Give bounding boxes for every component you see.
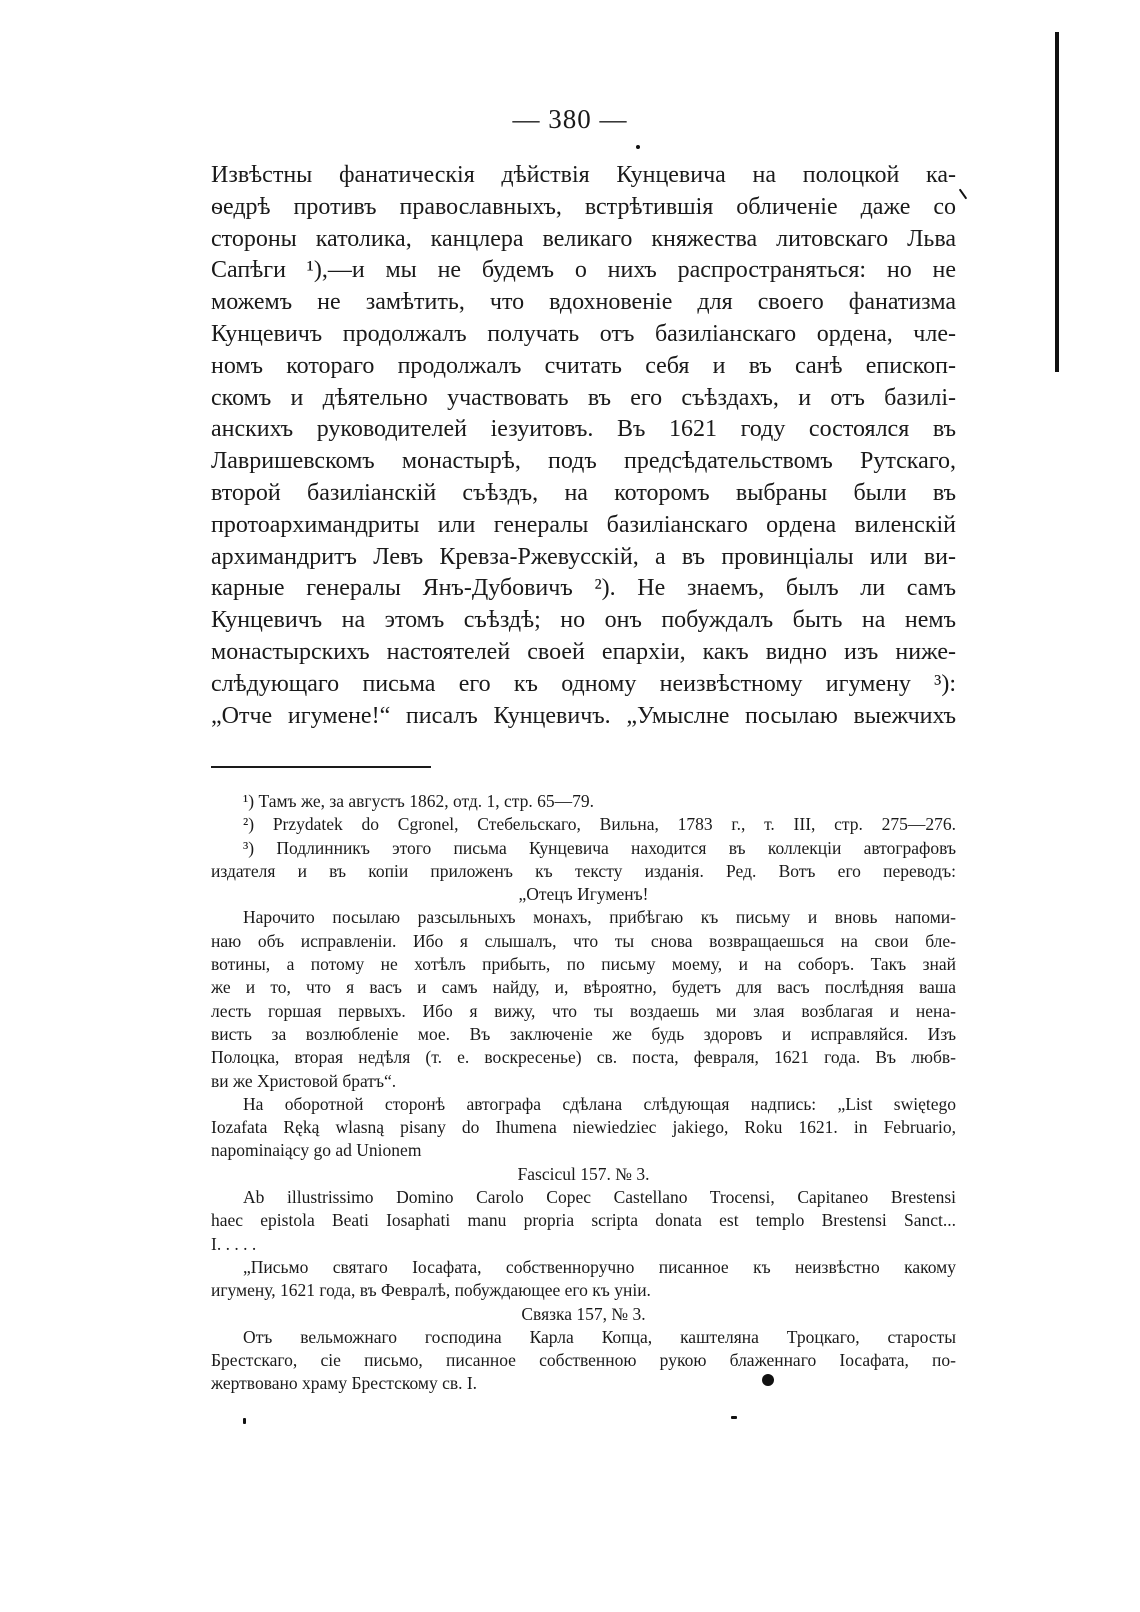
footnote-line: жертвовано храму Брестскому св. I.: [211, 1373, 478, 1394]
footnote-line: „Письмо святаго Іосафата, собственноручно писанное къ неизвѣстно какому: [243, 1256, 956, 1277]
footnote-line: висть за возлюбленіе мое. Въ заключеніе же будь здоровъ и исправляйся. Изъ: [211, 1023, 956, 1044]
footnote-line: Fascicul 157. № 3.: [517, 1163, 650, 1184]
footnote-line: ви же Христовой братъ“.: [211, 1070, 397, 1091]
main-text-line: карные генералы Янъ-Дубовичъ ²). Не знаемъ, былъ ли самъ: [211, 575, 956, 602]
main-text-line: монастырскихъ настоятелей своей епархіи, какъ видно изъ ниже-: [211, 638, 956, 665]
ink-speck: [243, 1418, 246, 1424]
footnotes-block: [211, 790, 956, 1396]
footnote-line: Связка 157, № 3.: [521, 1303, 646, 1324]
main-text-line: Сапѣги ¹),—и мы не будемъ о нихъ распространяться: но не: [211, 257, 956, 284]
main-text-line: скомъ и дѣятельно участвовать въ его съѣздахъ, и отъ базилі-: [211, 384, 956, 411]
footnote-line: Iozafata Ręką wlasną pisany do Ihumena niewiedziec jakiego, Roku 1621. in Februario,: [211, 1117, 956, 1138]
ink-speck: [959, 189, 968, 200]
footnote-line: Отъ вельможнаго господина Карла Копца, каштеляна Троцкаго, старосты: [243, 1326, 956, 1347]
main-text-block: [211, 160, 956, 732]
main-text-line: второй базиліанскій съѣздъ, на которомъ выбраны были въ: [211, 479, 956, 506]
footnote-line: ¹) Тамъ же, за августъ 1862, отд. 1, стр. 65—79.: [243, 791, 595, 811]
footnote-line: ³) Подлинникъ этого письма Кунцевича находится въ коллекціи автографовъ: [243, 837, 956, 858]
footnote-line: ²) Przydatek do Cgronel, Стебельскаго, Вильна, 1783 г., т. III, стр. 275—276.: [243, 814, 956, 835]
footnote-separator: [211, 766, 431, 768]
main-text-line: номъ котораго продолжалъ считать себя и въ санѣ епископ-: [211, 352, 956, 379]
ink-speck: [636, 145, 640, 149]
main-text-line: Лавришевскомъ монастырѣ, подъ предсѣдательствомъ Рутскаго,: [211, 448, 956, 475]
footnote-line: игумену, 1621 года, въ Февралѣ, побуждающее его къ уніи.: [211, 1280, 651, 1301]
footnote-line: вотины, а потому не хотѣлъ прибыть, по письму моему, и на соборъ. Такъ знай: [211, 954, 956, 975]
page-edge-mark: [1055, 32, 1059, 372]
footnote-line: издателя и въ копіи приложенъ къ тексту изданія. Ред. Вотъ его переводъ:: [211, 860, 956, 881]
main-text-line: Кунцевичъ на этомъ съѣздѣ; но онъ побуждалъ быть на немъ: [211, 607, 956, 634]
main-text-line: протоархимандриты или генералы базиліанскаго ордена виленскій: [211, 511, 956, 538]
footnote-line: Брестскаго, сіе письмо, писанное собственною рукою блаженнаго Іосафата, по-: [211, 1350, 956, 1371]
footnote-line: Ab illustrissimo Domino Carolo Copec Castellano Trocensi, Capitaneo Brestensi: [243, 1187, 956, 1208]
footnote-line: Полоцка, вторая недѣля (т. е. воскресенье) св. поста, февраля, 1621 года. Въ любв-: [211, 1047, 956, 1068]
main-text-line: анскихъ руководителей іезуитовъ. Въ 1621 году состоялся въ: [211, 416, 956, 443]
main-text-line: Извѣстны фанатическія дѣйствія Кунцевича на полоцкой ка-: [211, 162, 956, 188]
main-text-line: слѣдующаго письма его къ одному неизвѣстному игумену ³):: [211, 670, 956, 697]
footnote-line: наю объ исправленіи. Ибо я слышалъ, что ты снова возвращаешься на свои бле-: [211, 930, 956, 951]
footnote-line: haec epistola Beati Iosaphati manu propria scripta donata est templo Brestensi Sanct...: [211, 1210, 956, 1231]
main-text-line: „Отче игумене!“ писалъ Кунцевичъ. „Умыслне посылаю выежчихъ: [211, 702, 956, 729]
main-text-line: ѳедрѣ противъ православныхъ, встрѣтившія обличеніе даже со: [211, 193, 956, 220]
footnote-line: I. . . . .: [211, 1233, 257, 1254]
main-text-line: можемъ не замѣтить, что вдохновеніе для своего фанатизма: [211, 289, 956, 316]
footnote-line: napominaiący go ad Unionem: [211, 1140, 422, 1161]
ink-blot: [762, 1374, 774, 1386]
page-number: — 380 —: [512, 104, 628, 134]
main-text-line: архимандритъ Левъ Кревза-Ржевусскій, а въ провинціалы или ви-: [211, 543, 956, 570]
footnote-line: Нарочито посылаю разсыльныхъ монахъ, прибѣгаю къ письму и вновь напоми-: [243, 907, 956, 928]
main-text-line: Кунцевичъ продолжалъ получать отъ базиліанскаго ордена, чле-: [211, 320, 956, 347]
ink-speck: [731, 1416, 737, 1419]
footnote-line: На оборотной сторонѣ автографа сдѣлана слѣдующая надпись: „List swiętego: [243, 1093, 956, 1114]
footnote-line: „Отецъ Игуменъ!: [518, 884, 649, 905]
footnote-line: же и то, что я васъ и самъ найду, и, вѣроятно, будетъ для васъ послѣдняя ваша: [211, 977, 956, 998]
main-text-line: стороны католика, канцлера великаго княжества литовскаго Льва: [211, 225, 956, 252]
footnote-line: лесть горшая первыхъ. Ибо я вижу, что ты воздаешь ми злая возблагая и нена-: [211, 1000, 956, 1021]
